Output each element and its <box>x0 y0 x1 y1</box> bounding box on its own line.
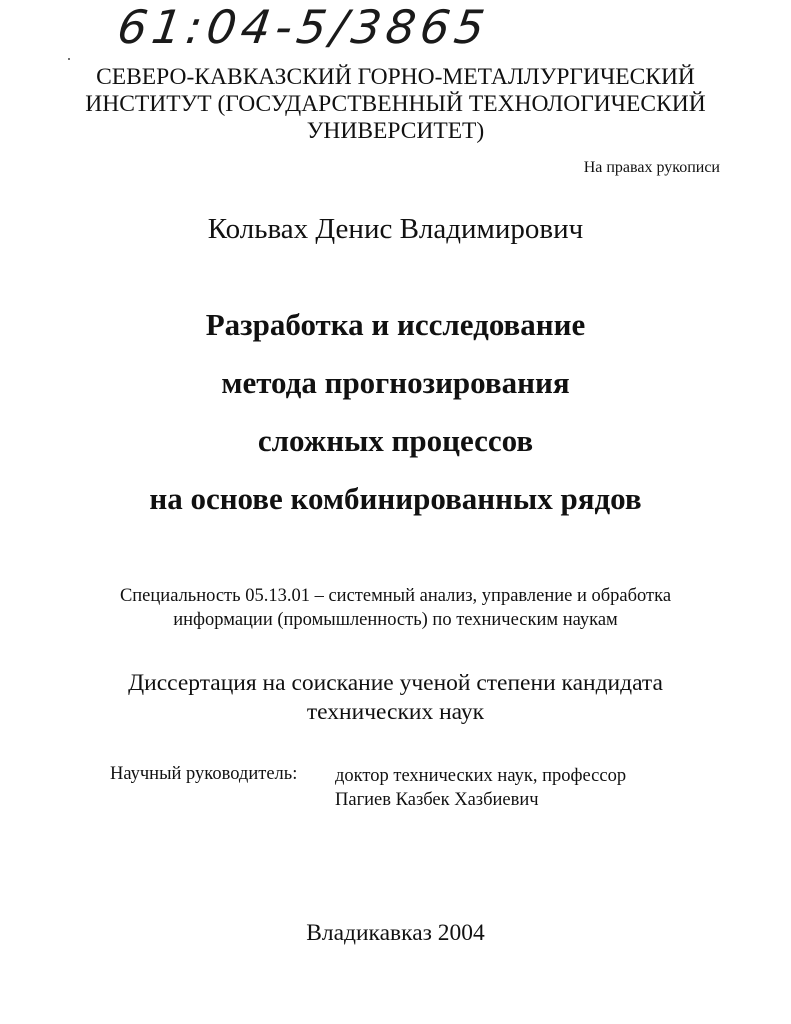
advisor-info <box>335 764 626 812</box>
institute-line-1: СЕВЕРО-КАВКАЗСКИЙ ГОРНО-МЕТАЛЛУРГИЧЕСКИЙ <box>96 64 695 90</box>
dissertation-title <box>0 296 791 528</box>
specialty-line-2: информации (промышленность) по техническим наукам <box>173 610 618 630</box>
advisor-title: доктор технических наук, профессор <box>335 766 627 786</box>
city-year: Владикавказ 2004 <box>306 920 485 946</box>
degree-line-1: Диссертация на соискание ученой степени кандидата <box>128 670 663 696</box>
scan-speck <box>68 58 70 60</box>
institute-line-2: ИНСТИТУТ (ГОСУДАРСТВЕННЫЙ ТЕХНОЛОГИЧЕСКИЙ <box>85 91 706 117</box>
title-line-3: сложных процессов <box>257 423 534 458</box>
specialty <box>0 584 791 632</box>
institute-line-3: УНИВЕРСИТЕТ) <box>306 118 485 144</box>
author-name: Кольвах Денис Владимирович <box>207 213 584 245</box>
specialty-line-1: Специальность 05.13.01 – системный анализ, управление и обработка <box>119 586 672 606</box>
title-line-1: Разработка и исследование <box>205 307 586 342</box>
advisor-label: Научный руководитель: <box>110 764 298 784</box>
degree-line-2: технических наук <box>306 699 485 725</box>
title-line-2: метода прогнозирования <box>221 365 570 400</box>
handwritten-archive-code: 61:04-5/3865 <box>114 0 493 54</box>
rights-note: На правах рукописи <box>583 159 720 176</box>
institute-name <box>0 64 791 145</box>
advisor-name: Пагиев Казбек Хазбиевич <box>335 790 539 810</box>
title-line-4: на основе комбинированных рядов <box>149 481 642 516</box>
degree-statement <box>0 669 791 727</box>
